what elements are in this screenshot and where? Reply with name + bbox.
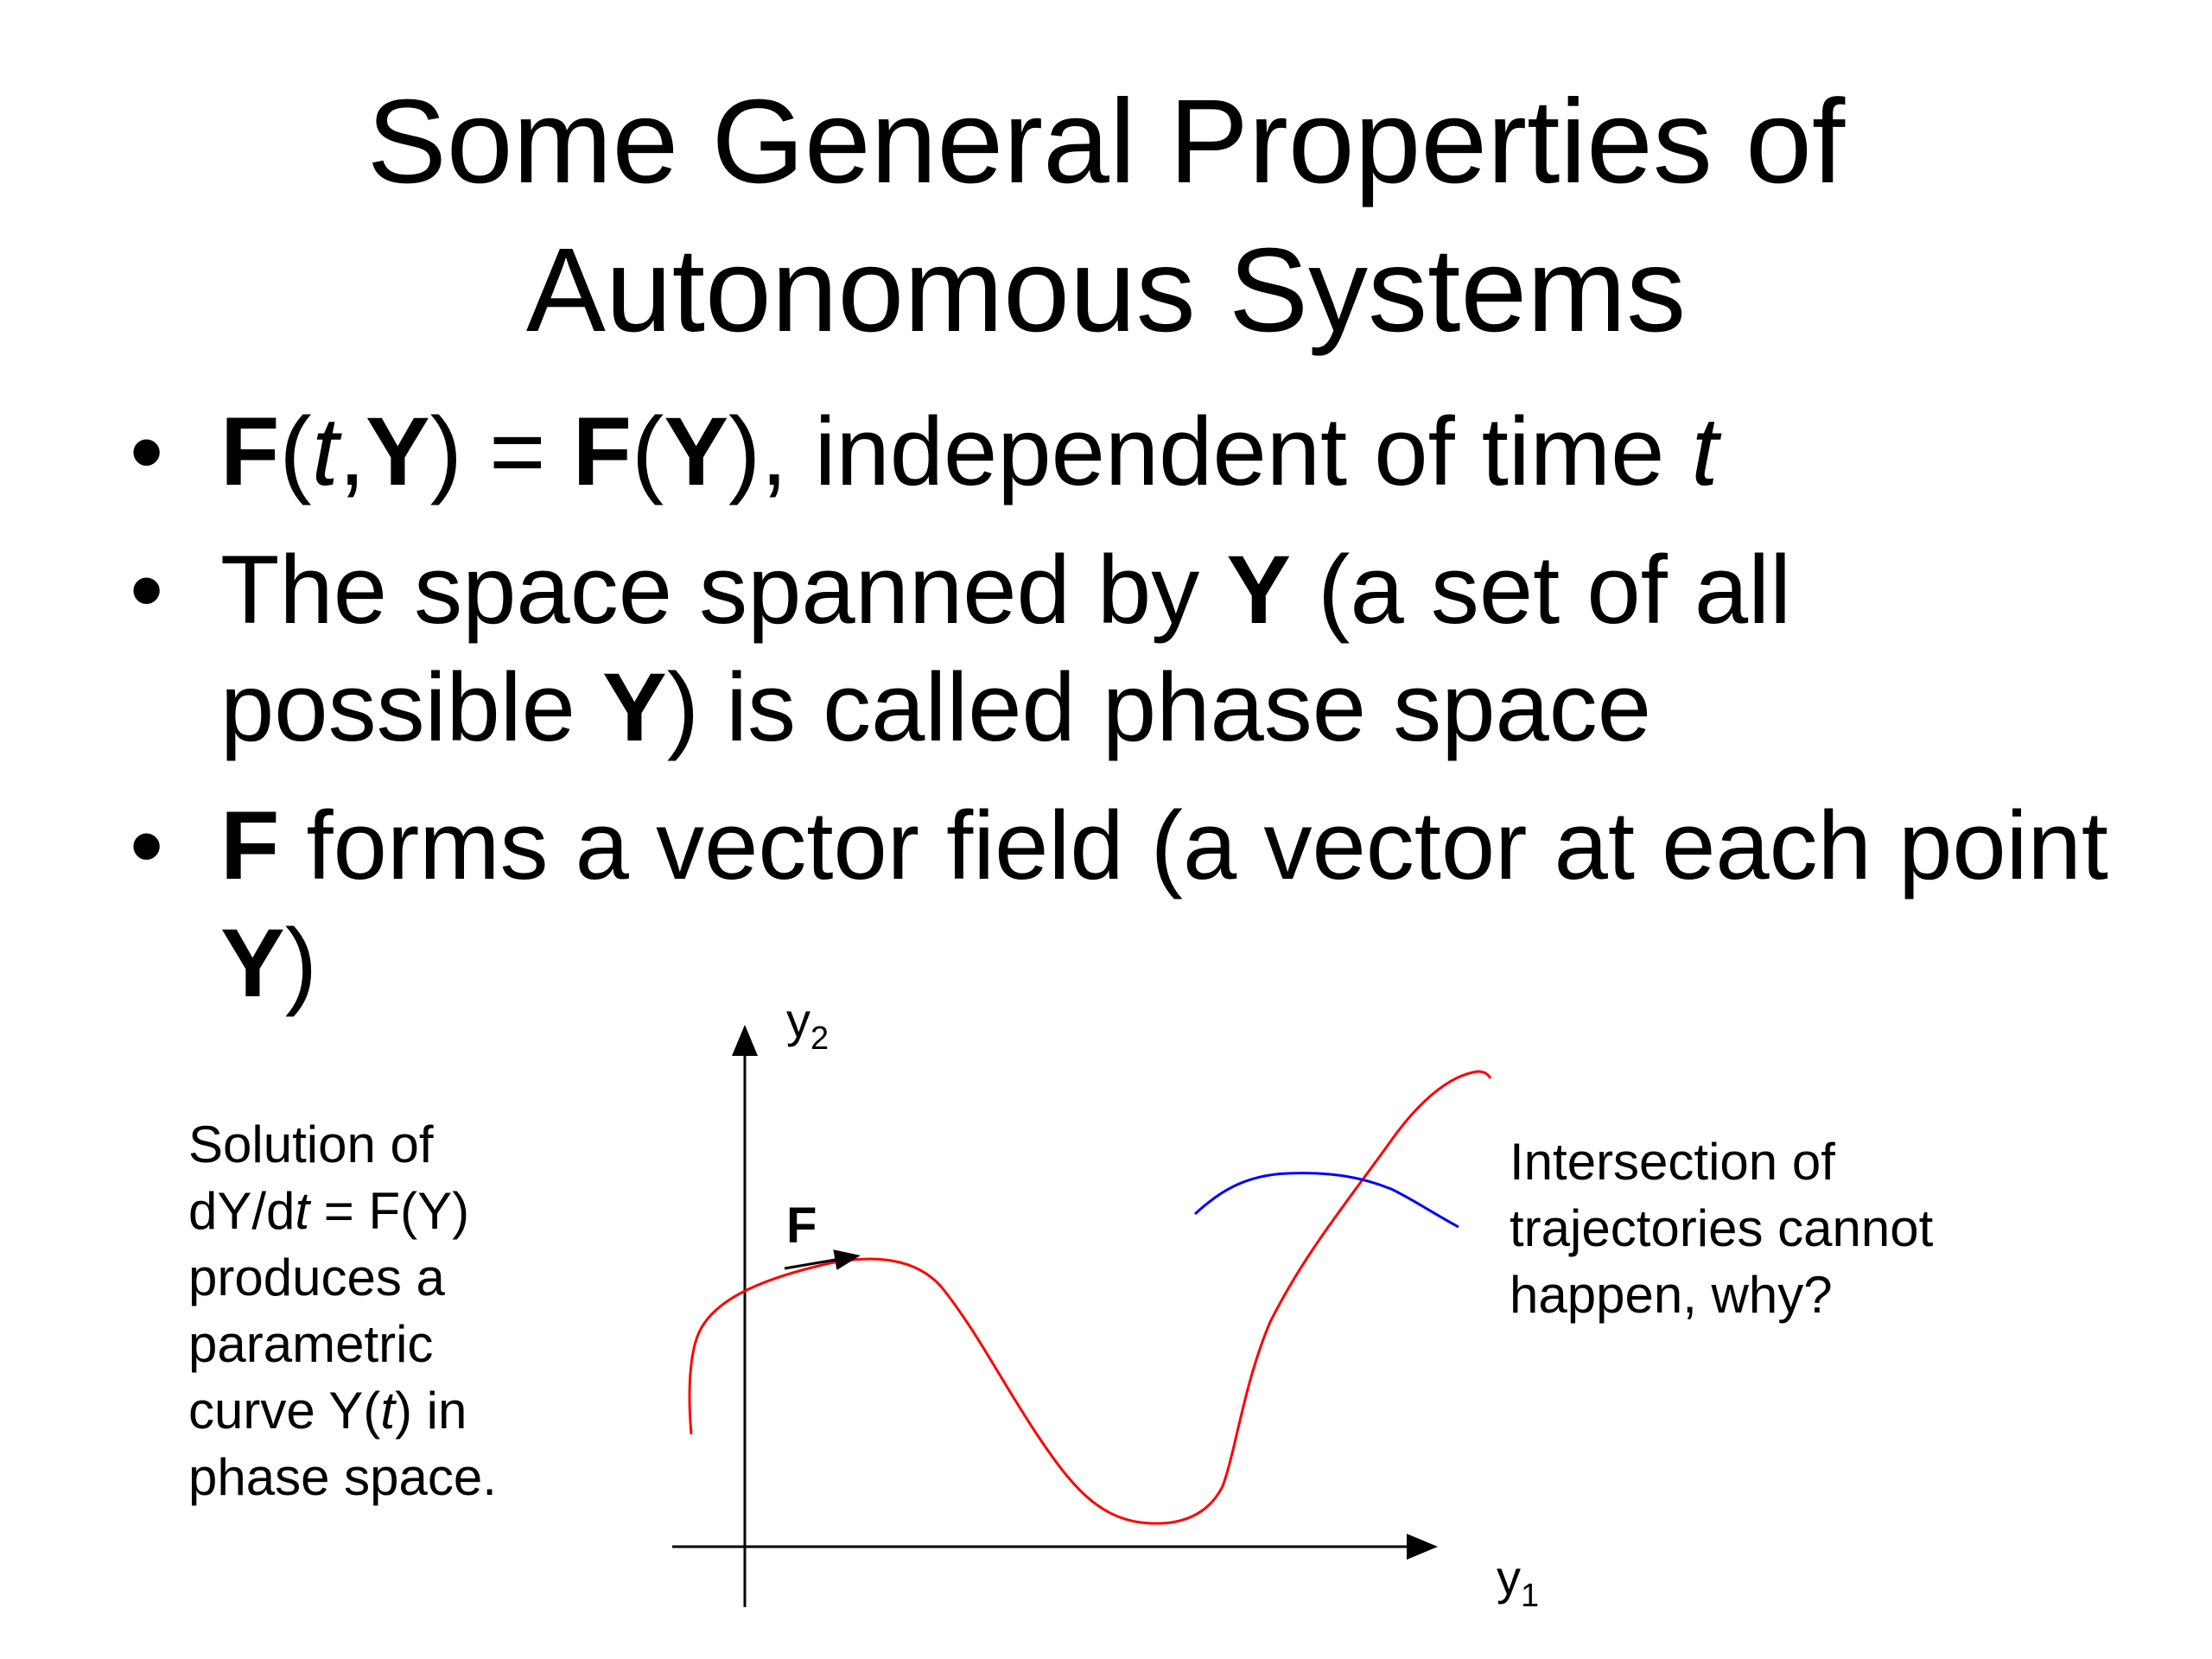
- note-line: happen, why?: [1510, 1266, 1833, 1324]
- y2-axis-label: [786, 993, 829, 1057]
- text-fragment: ) is called phase space: [666, 653, 1652, 761]
- text-fragment: The space spanned by: [220, 536, 1227, 644]
- bold-F: F: [220, 791, 280, 899]
- text-fragment: (: [279, 397, 312, 505]
- title-line-2: Autonomous Systems: [525, 224, 1687, 357]
- note-line: produces a: [188, 1249, 445, 1306]
- text-fragment: (a set of all possible: [220, 536, 1791, 761]
- italic-t: t: [295, 1182, 310, 1240]
- note-line: Intersection of: [1510, 1133, 1835, 1191]
- note-line: phase space.: [188, 1448, 497, 1506]
- text-fragment: (: [632, 397, 664, 505]
- bold-F: F: [572, 397, 632, 505]
- text-fragment: ) =: [429, 397, 573, 505]
- y1-axis-label: [1497, 1550, 1539, 1614]
- bold-Y: Y: [602, 653, 667, 761]
- note-text: curve Y(: [188, 1382, 381, 1440]
- italic-t: t: [1691, 397, 1719, 505]
- text-fragment: ): [284, 909, 317, 1017]
- title-line-1: Some General Properties of: [366, 75, 1846, 208]
- text-fragment: forms a vector field (a vector at each point: [279, 791, 2108, 899]
- y1-axis-subscript: 1: [1521, 1578, 1540, 1614]
- bold-F: F: [220, 397, 280, 505]
- note-text: = F(Y): [309, 1182, 470, 1240]
- italic-t: t: [380, 1382, 395, 1440]
- text-fragment: ), independent of time: [728, 397, 1692, 505]
- bold-Y: Y: [365, 397, 430, 505]
- y2-axis-letter: y: [786, 993, 810, 1047]
- note-line: trajectories cannot: [1510, 1199, 1934, 1257]
- bullet-marker: •: [130, 536, 164, 644]
- vector-label-F: F: [786, 1198, 817, 1254]
- bullet-marker: •: [130, 397, 164, 505]
- italic-t: t: [311, 397, 339, 505]
- note-line: parametric: [188, 1315, 434, 1373]
- red-trajectory: [690, 1071, 1491, 1523]
- note-text: dY/d: [188, 1182, 296, 1240]
- bold-Y: Y: [220, 909, 285, 1017]
- bold-Y: Y: [664, 397, 729, 505]
- bold-Y: Y: [1226, 536, 1292, 644]
- note-line: Solution of: [188, 1116, 434, 1173]
- blue-trajectory: [1195, 1173, 1459, 1227]
- bullet-marker: •: [130, 791, 164, 899]
- y1-axis-letter: y: [1497, 1550, 1521, 1605]
- y2-axis-subscript: 2: [810, 1020, 830, 1057]
- text-fragment: ,: [338, 397, 365, 505]
- note-text: ) in: [394, 1382, 467, 1440]
